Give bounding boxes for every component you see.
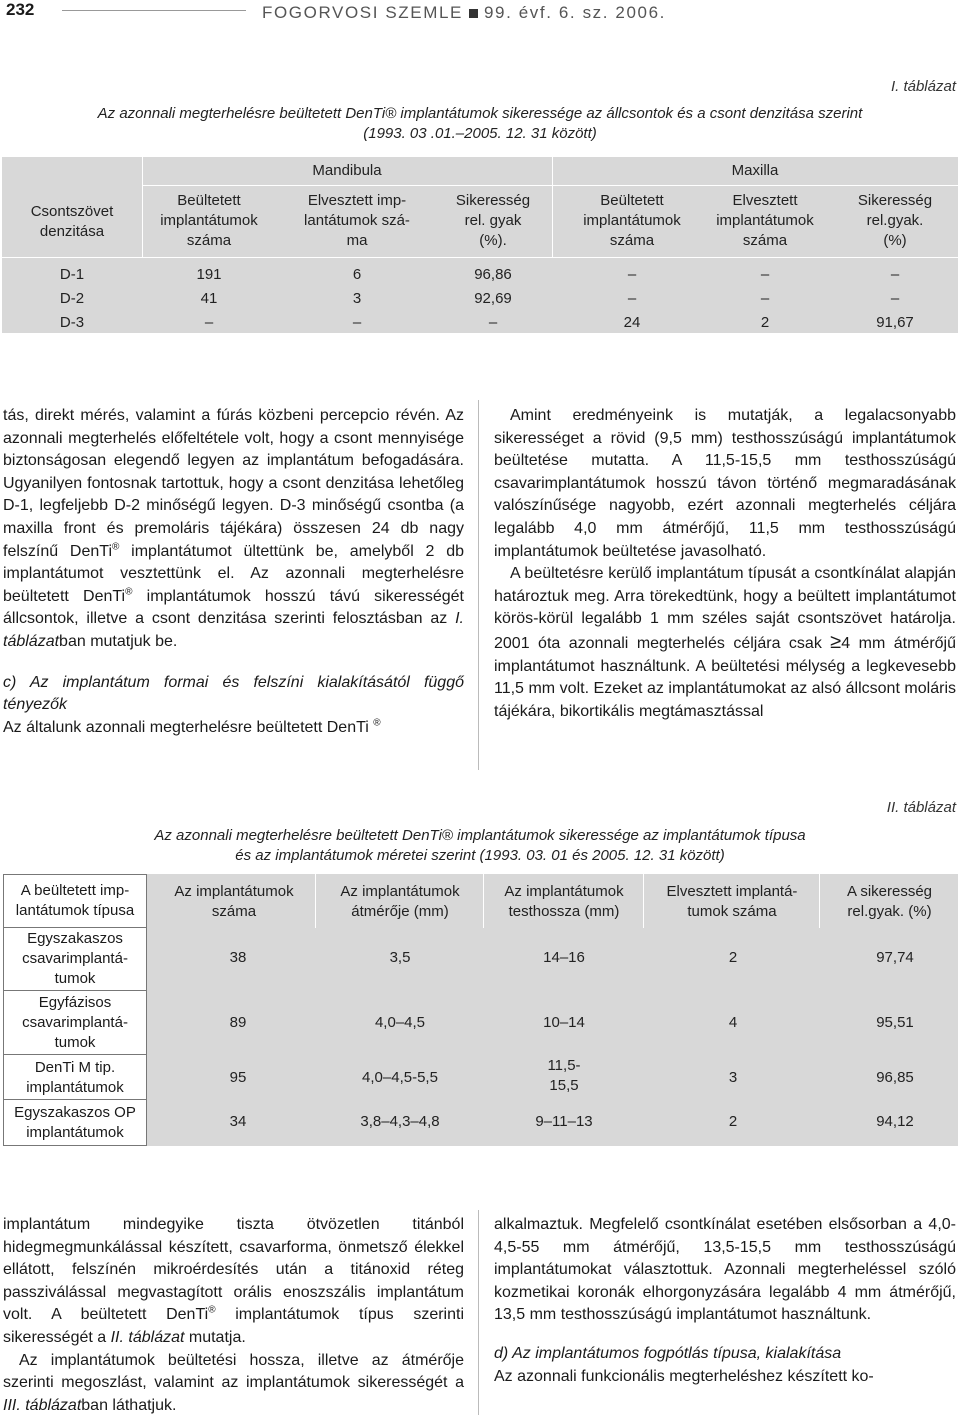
table2-cell: 95 — [229, 1069, 247, 1086]
table1-cell: 24 — [623, 314, 641, 331]
table2-cell: 89 — [229, 1014, 247, 1031]
header-rule — [62, 10, 246, 11]
column-divider — [478, 1210, 479, 1415]
table2-divider — [819, 874, 820, 928]
table1-cell: – — [760, 266, 770, 283]
table1-cell: 3 — [352, 290, 362, 307]
registered-mark: ® — [125, 586, 133, 598]
table2-header-diameter: Az implantátumok átmérője (mm) — [340, 883, 460, 920]
table2-type-cell: Egyszakaszos csavarimplantá- tumok — [3, 927, 147, 991]
table2-cell: 97,74 — [876, 949, 914, 966]
table2-cell: 2 — [728, 949, 738, 966]
table1-cell: – — [352, 314, 362, 331]
table1-header-mand-implanted: Beültetett implantátumok száma — [160, 192, 258, 249]
table1-divider — [2, 257, 958, 258]
table2-header-lost: Elvesztett implantá- tumok száma — [666, 883, 798, 920]
table2-cell: 11,5- 15,5 — [547, 1057, 581, 1094]
paragraph: implantátum mindegyike tiszta ötvözetlen titánból hidegmegmunkálással készített, csavarforma, önmetsző élekkel ellátott, felszínén mikroérdesítés után a titánoxid réteg passziválással megvastagított orális enoszszális implantátum volt. A beültetett DenTi® implantátumok típus szerinti sikerességét a II. táblázat mutatja. — [3, 1216, 465, 1346]
registered-mark: ® — [373, 717, 381, 729]
table1-group-maxilla: Maxilla — [731, 162, 779, 179]
table1-divider — [142, 185, 958, 186]
paragraph: Az azonnali funkcionális megterheléshez készített ko- — [494, 1367, 874, 1385]
table1-cell: 92,69 — [474, 290, 512, 307]
section-heading-d: d) Az implantátumos fogpótlás típusa, kialakítása — [494, 1344, 842, 1362]
table1-cell: – — [204, 314, 214, 331]
table2-cell: 4 — [728, 1014, 738, 1031]
table2-type-cell: Egyszakaszos OP implantátumok — [3, 1099, 147, 1146]
table2-cell: 4,0–4,5 — [374, 1014, 426, 1031]
table2-cell: 94,12 — [876, 1113, 914, 1130]
table1-cell: 6 — [352, 266, 362, 283]
table1-cell: D-1 — [59, 266, 85, 283]
table2-cell: 4,0–4,5-5,5 — [362, 1069, 438, 1086]
table1-group-mandibula: Mandibula — [312, 162, 382, 179]
table2-header-type: A beültetett imp- lantátumok típusa — [3, 874, 147, 928]
column-divider — [478, 400, 479, 770]
table2-divider — [483, 874, 484, 928]
table2-type-cell: DenTi M tip. implantátumok — [3, 1054, 147, 1100]
table1-header-max-implanted: Beültetett implantátumok száma — [583, 192, 681, 249]
table1-cell: D-2 — [59, 290, 85, 307]
table2-cell: 3,8–4,3–4,8 — [360, 1113, 440, 1130]
table1-header-max-success: Sikeresség rel.gyak. (%) — [857, 192, 933, 249]
paragraph: alkalmaztuk. Megfelelő csontkínálat esetében elsősorban a 4,0-4,5-55 mm átmérőjű, 13,5-15,5 mm testhosszúságú implantátumokat választottuk. Azonnali megterheléssel szóló kozmetikai koronák elhorgonyzására legalább 4 mm átmérőjű, 13,5 mm testhosszúságú implantátumot használtunk. — [494, 1216, 956, 1324]
body-top-left-column — [3, 405, 464, 739]
paragraph: Az implantátumok beültetési hossza, illetve az átmérője szerinti megoszlást, valamint az implantátumok sikerességét a III. táblázatban láthatjuk. — [3, 1351, 464, 1414]
square-bullet-icon — [469, 9, 478, 18]
issue-info: 99. évf. 6. sz. 2006. — [484, 3, 666, 22]
body-bottom-left-column — [3, 1214, 464, 1417]
table1-label: I. táblázat — [890, 78, 956, 95]
table2-cell: 10–14 — [543, 1014, 585, 1031]
table1-cell: – — [627, 266, 637, 283]
table2-cell: 3 — [728, 1069, 738, 1086]
table2-title — [0, 826, 960, 866]
table1-cell: – — [627, 290, 637, 307]
table2-header-success: A sikeresség rel.gyak. (%) — [846, 883, 933, 920]
table1-title-line1: Az azonnali megterhelésre beültetett DenTi® implantátumok sikeressége az állcsontok és a csont denzitása szerint — [97, 105, 863, 122]
table1 — [2, 157, 958, 333]
registered-mark: ® — [208, 1305, 216, 1317]
table1-header-mand-lost: Elvesztett imp- lantátumok szá- ma — [304, 192, 410, 249]
body-top-right-column — [494, 405, 956, 723]
table2-cell: 9–11–13 — [535, 1113, 593, 1130]
paragraph: Az általunk azonnali megterhelésre beültetett DenTi ® — [3, 717, 381, 736]
table2-cell: 38 — [229, 949, 247, 966]
journal-name: FOGORVOSI SZEMLE — [262, 3, 463, 22]
table2-title-line2: és az implantátumok méretei szerint (1993. 03. 01 és 2005. 12. 31 között) — [235, 847, 725, 864]
table2-type-cell: Egyfázisos csavarimplantá- tumok — [3, 990, 147, 1055]
table2-divider — [315, 874, 316, 928]
table1-header-max-lost: Elvesztett implantátumok száma — [716, 192, 814, 249]
running-header — [262, 3, 666, 23]
table-reference: II. táblázat — [110, 1328, 185, 1346]
section-heading-c: c) Az implantátum formai és felszíni kialakításától függő tényezők — [3, 673, 464, 714]
table2 — [3, 874, 958, 1146]
table2-cell: 3,5 — [389, 949, 411, 966]
body-bottom-right-column — [494, 1214, 956, 1388]
table-reference: III. táblázat — [3, 1396, 82, 1414]
table2-cell: 96,85 — [876, 1069, 914, 1086]
table2-cell: 95,51 — [876, 1014, 914, 1031]
table2-label: II. táblázat — [886, 799, 956, 816]
table1-cell: – — [890, 290, 900, 307]
paragraph: Amint eredményeink is mutatják, a legalacsonyabb sikerességet a rövid (9,5 mm) testhosszúságú implantátumok beültetése mutatta. A 11,5-15,5 mm testhosszúságú csavarimplantátumok hosszú távon történő megmaradásának valószínűsége nagyobb, ezért azonnali megterhelés céljára legalább 4,0 mm átmérőjű, 11,5 mm testhosszúságú implantátumok beültetése javasolható. — [494, 407, 956, 560]
table2-header-count: Az implantátumok száma — [174, 883, 294, 920]
table1-title-line2: (1993. 03 .01.–2005. 12. 31 között) — [363, 125, 597, 142]
table2-title-line1: Az azonnali megterhelésre beültetett DenTi® implantátumok sikeressége az implantátumok típusa — [154, 827, 806, 844]
table1-header-density: Csontszövet denzitása — [30, 203, 114, 240]
table2-cell: 2 — [728, 1113, 738, 1130]
table2-divider — [643, 874, 644, 928]
registered-mark: ® — [112, 541, 120, 553]
table1-title — [0, 104, 960, 144]
table1-cell: D-3 — [59, 314, 85, 331]
table1-cell: 191 — [196, 266, 222, 283]
greater-equal-symbol: ≥ — [830, 630, 842, 653]
table1-cell: – — [488, 314, 498, 331]
table1-cell: – — [760, 290, 770, 307]
table-reference: I. táblázat — [3, 610, 464, 650]
table2-header-length: Az implantátumok testhossza (mm) — [504, 883, 624, 920]
table1-cell: 2 — [760, 314, 770, 331]
table1-cell: – — [890, 266, 900, 283]
table1-cell: 41 — [200, 290, 218, 307]
paragraph: A beültetésre kerülő implantátum típusát a csontkínálat alapján határoztuk meg. Arra törekedtünk, hogy a beültett implantátumot körös-körül legalább 1 mm széles saját csontszövet határolja. 2001 óta azonnali megterhelés céljára csak ≥4 mm átmérőjű implantátumot használtunk. A beültetési mélység a legkevesebb 11,5 mm volt. Ezeket az implantátumokat az alsó állcsont moláris tájékára, bikortikális megtámasztással — [494, 565, 956, 720]
page-number: 232 — [6, 0, 35, 19]
table2-cell: 14–16 — [543, 949, 585, 966]
table1-cell: 96,86 — [474, 266, 512, 283]
table1-cell: 91,67 — [876, 314, 914, 331]
table1-header-mand-success: Sikeresség rel. gyak (%). — [455, 192, 531, 249]
paragraph: tás, direkt mérés, valamint a fúrás közbeni percepcio révén. Az azonnali megterhelés előfeltétele volt, hogy a csont mennyisége biztonságosan elegendő legyen az implantátum befogadására. Ugyanilyen fontosnak tartottuk, hogy a csont denzitása lehetőleg D-1, legfeljebb D-2 minőségű legyen. D-3 minőségű csontba (a maxilla front és premoláris tájékára) összesen 24 db nagy felszínű DenTi® implantátumot ültettünk be, amelyből 2 db implantátumot vesztettünk el. Az azonnali megterhelésre beültetett DenTi® implantátumok hosszú távú sikerességét állcsontok, illetve a csont denzitása szerinti felosztásban az I. táblázatban mutatjuk be. — [3, 407, 465, 650]
table2-cell: 34 — [229, 1113, 247, 1130]
